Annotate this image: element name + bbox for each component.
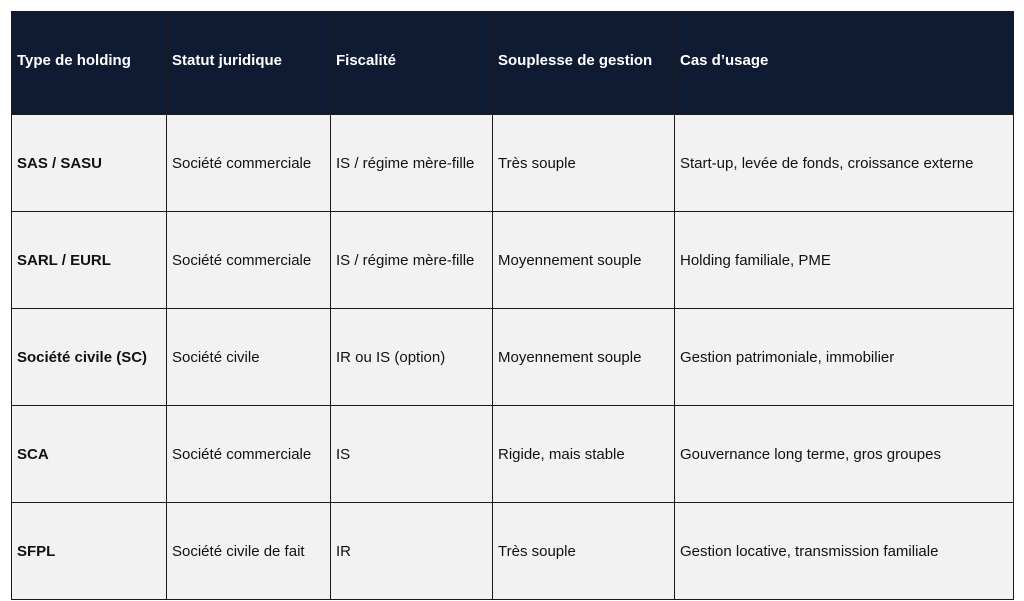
table-row: [12, 212, 1014, 309]
header-fiscalite: Fiscalité: [331, 12, 493, 115]
header-souplesse-de-gestion: Souplesse de gestion: [493, 12, 675, 115]
header-cas-d-usage: Cas d’usage: [675, 12, 1014, 115]
header-statut-juridique: Statut juridique: [167, 12, 331, 115]
cell-souplesse-de-gestion: Moyennement souple: [493, 309, 675, 406]
header-type-de-holding: Type de holding: [12, 12, 167, 115]
cell-statut-juridique: Société commerciale: [167, 212, 331, 309]
cell-souplesse-de-gestion: Très souple: [493, 503, 675, 600]
table-body: [12, 115, 1014, 600]
cell-type-de-holding: SARL / EURL: [12, 212, 167, 309]
table-row: [12, 115, 1014, 212]
cell-cas-d-usage: Gestion patrimoniale, immobilier: [675, 309, 1014, 406]
cell-fiscalite: IS: [331, 406, 493, 503]
cell-statut-juridique: Société civile: [167, 309, 331, 406]
cell-cas-d-usage: Gouvernance long terme, gros groupes: [675, 406, 1014, 503]
cell-fiscalite: IS / régime mère-fille: [331, 212, 493, 309]
cell-type-de-holding: SAS / SASU: [12, 115, 167, 212]
cell-fiscalite: IR: [331, 503, 493, 600]
holding-comparison-table: [11, 11, 1014, 600]
cell-type-de-holding: SCA: [12, 406, 167, 503]
cell-souplesse-de-gestion: Très souple: [493, 115, 675, 212]
table-row: [12, 309, 1014, 406]
cell-type-de-holding: Société civile (SC): [12, 309, 167, 406]
cell-cas-d-usage: Holding familiale, PME: [675, 212, 1014, 309]
cell-cas-d-usage: Start-up, levée de fonds, croissance externe: [675, 115, 1014, 212]
cell-cas-d-usage: Gestion locative, transmission familiale: [675, 503, 1014, 600]
cell-statut-juridique: Société commerciale: [167, 115, 331, 212]
cell-fiscalite: IR ou IS (option): [331, 309, 493, 406]
header-row: [12, 12, 1014, 115]
table-header: [12, 12, 1014, 115]
cell-fiscalite: IS / régime mère-fille: [331, 115, 493, 212]
cell-souplesse-de-gestion: Rigide, mais stable: [493, 406, 675, 503]
table-row: [12, 406, 1014, 503]
cell-statut-juridique: Société civile de fait: [167, 503, 331, 600]
table-row: [12, 503, 1014, 600]
cell-type-de-holding: SFPL: [12, 503, 167, 600]
cell-statut-juridique: Société commerciale: [167, 406, 331, 503]
cell-souplesse-de-gestion: Moyennement souple: [493, 212, 675, 309]
